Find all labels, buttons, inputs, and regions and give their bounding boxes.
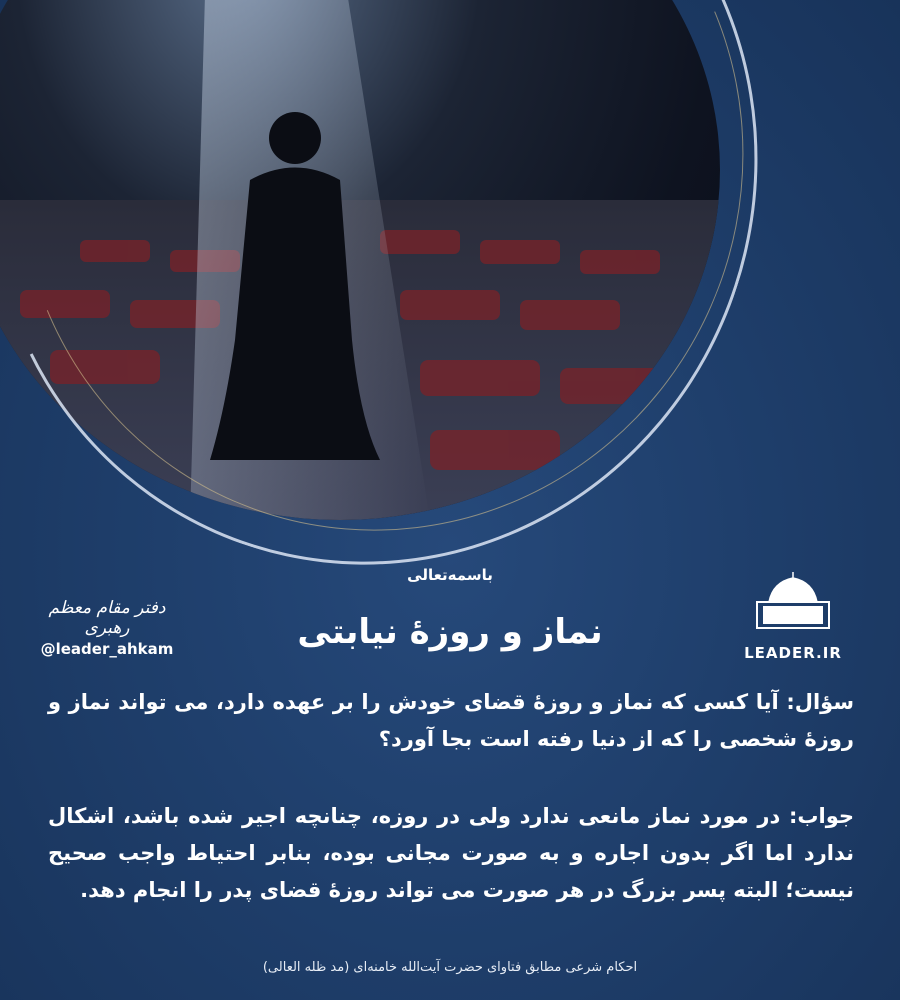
question-text: آیا کسی که نماز و روزۀ قضای خودش را بر عهده دارد، می تواند نماز و روزۀ شخصی را که از دنیا رفته است بجا آورد؟ [48,690,854,751]
question-paragraph [48,684,854,758]
question-label: سؤال: [786,690,854,714]
basmala: باسمه‌تعالی [407,566,493,584]
answer-text: در مورد نماز مانعی ندارد ولی در روزه، چنانچه اجیر شده باشد، اشکال ندارد اما اگر بدون اجاره و به صورت مجانی بوده، بنابر احتیاط واجب صحیح نیست؛ البته پسر بزرگ در هر صورت می تواند روزۀ قضای پدر را انجام دهد. [48,804,854,902]
signature-text: دفتر مقام معظم رهبری [48,598,166,638]
answer-label: جواب: [789,804,854,828]
social-handle: @leader_ahkam [40,640,174,658]
page-title: نماز و روزۀ نیابتی [297,612,603,652]
answer-paragraph [48,798,854,909]
footer-note: احکام شرعی مطابق فتاوای حضرت آیت‌الله خامنه‌ای (مد ظله العالی) [262,960,638,975]
site-url: LEADER.IR [744,644,842,662]
